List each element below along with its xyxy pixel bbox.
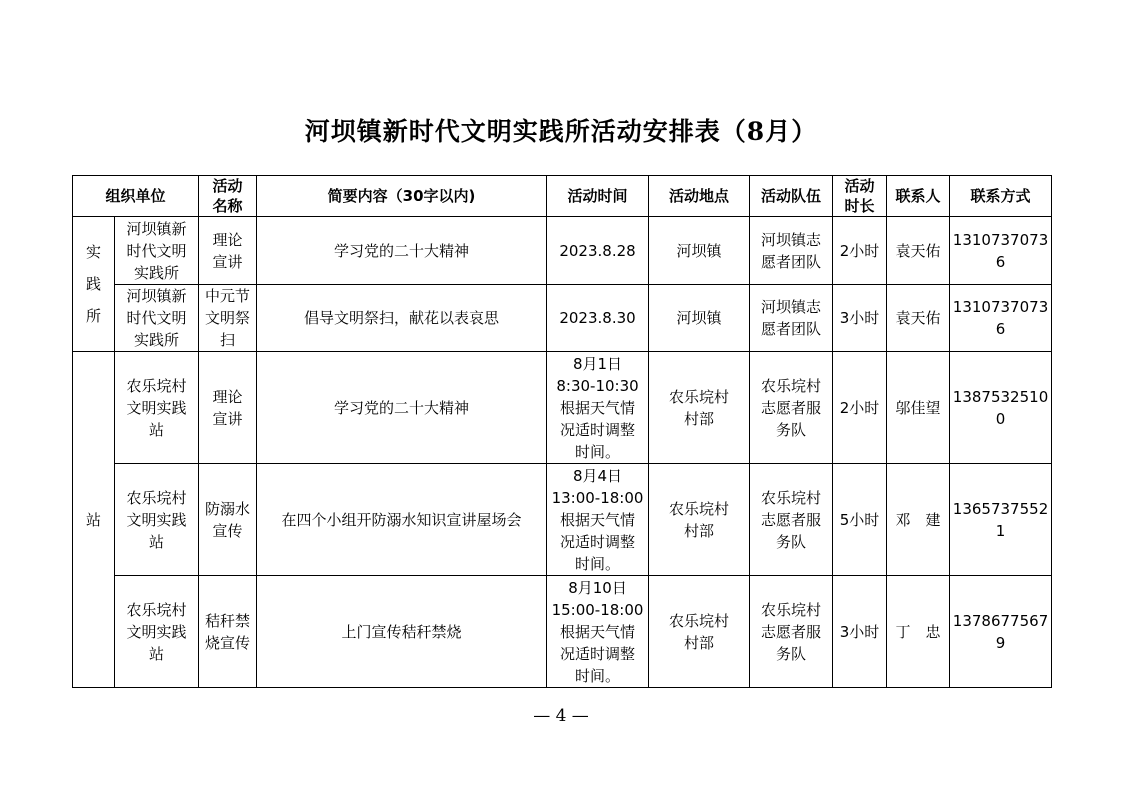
group-label-zhan: 站: [73, 352, 115, 688]
cell-team: 农乐垸村 志愿者服 务队: [750, 464, 833, 576]
table-row: [73, 217, 1052, 285]
header-time: 活动时间: [547, 176, 649, 217]
cell-place: 农乐垸村 村部: [649, 576, 750, 688]
cell-contact: 邓 建: [887, 464, 950, 576]
cell-phone: 13875325100: [950, 352, 1052, 464]
activity-schedule-table: [72, 175, 1052, 688]
cell-duration: 3小时: [833, 285, 887, 352]
table-row: [73, 464, 1052, 576]
cell-time: 8月1日 8:30-10:30 根据天气情 况适时调整 时间。: [547, 352, 649, 464]
cell-activity-name: 理论 宣讲: [199, 217, 257, 285]
cell-place: 河坝镇: [649, 285, 750, 352]
cell-activity-name: 防溺水 宣传: [199, 464, 257, 576]
page-title: 河坝镇新时代文明实践所活动安排表（8月）: [304, 117, 818, 146]
cell-unit: 河坝镇新 时代文明 实践所: [115, 217, 199, 285]
cell-time: 2023.8.28: [547, 217, 649, 285]
cell-place: 河坝镇: [649, 217, 750, 285]
header-place: 活动地点: [649, 176, 750, 217]
page-number: — 4 —: [533, 706, 589, 726]
cell-phone: 13786775679: [950, 576, 1052, 688]
header-contact: 联系人: [887, 176, 950, 217]
cell-activity-name: 秸秆禁 烧宣传: [199, 576, 257, 688]
cell-content: 学习党的二十大精神: [257, 352, 547, 464]
header-phone: 联系方式: [950, 176, 1052, 217]
cell-team: 农乐垸村 志愿者服 务队: [750, 352, 833, 464]
table-row: [73, 576, 1052, 688]
cell-content: 学习党的二十大精神: [257, 217, 547, 285]
cell-activity-name: 中元节 文明祭 扫: [199, 285, 257, 352]
cell-time: 8月10日 15:00-18:00 根据天气情 况适时调整 时间。: [547, 576, 649, 688]
header-activity-name: 活动 名称: [199, 176, 257, 217]
cell-contact: 丁 忠: [887, 576, 950, 688]
header-team: 活动队伍: [750, 176, 833, 217]
cell-phone: 13657375521: [950, 464, 1052, 576]
cell-duration: 3小时: [833, 576, 887, 688]
cell-contact: 袁天佑: [887, 217, 950, 285]
cell-time: 8月4日 13:00-18:00 根据天气情 况适时调整 时间。: [547, 464, 649, 576]
group-label-suo: 实 践 所: [73, 217, 115, 352]
cell-content: 上门宣传秸秆禁烧: [257, 576, 547, 688]
cell-duration: 2小时: [833, 352, 887, 464]
cell-team: 河坝镇志 愿者团队: [750, 285, 833, 352]
cell-unit: 农乐垸村 文明实践 站: [115, 464, 199, 576]
cell-activity-name: 理论 宣讲: [199, 352, 257, 464]
cell-phone: 13107370736: [950, 217, 1052, 285]
cell-content: 倡导文明祭扫，献花以表哀思: [257, 285, 547, 352]
cell-duration: 5小时: [833, 464, 887, 576]
cell-unit: 河坝镇新 时代文明 实践所: [115, 285, 199, 352]
header-content: 简要内容（30字以内): [257, 176, 547, 217]
cell-content: 在四个小组开防溺水知识宣讲屋场会: [257, 464, 547, 576]
cell-contact: 邬佳望: [887, 352, 950, 464]
cell-time: 2023.8.30: [547, 285, 649, 352]
cell-place: 农乐垸村 村部: [649, 464, 750, 576]
cell-duration: 2小时: [833, 217, 887, 285]
header-duration: 活动 时长: [833, 176, 887, 217]
table-row: [73, 352, 1052, 464]
header-org: 组织单位: [73, 176, 199, 217]
cell-unit: 农乐垸村 文明实践 站: [115, 352, 199, 464]
cell-place: 农乐垸村 村部: [649, 352, 750, 464]
cell-team: 河坝镇志 愿者团队: [750, 217, 833, 285]
header-row: [73, 176, 1052, 217]
cell-phone: 13107370736: [950, 285, 1052, 352]
cell-contact: 袁天佑: [887, 285, 950, 352]
cell-team: 农乐垸村 志愿者服 务队: [750, 576, 833, 688]
cell-unit: 农乐垸村 文明实践 站: [115, 576, 199, 688]
table-row: [73, 285, 1052, 352]
